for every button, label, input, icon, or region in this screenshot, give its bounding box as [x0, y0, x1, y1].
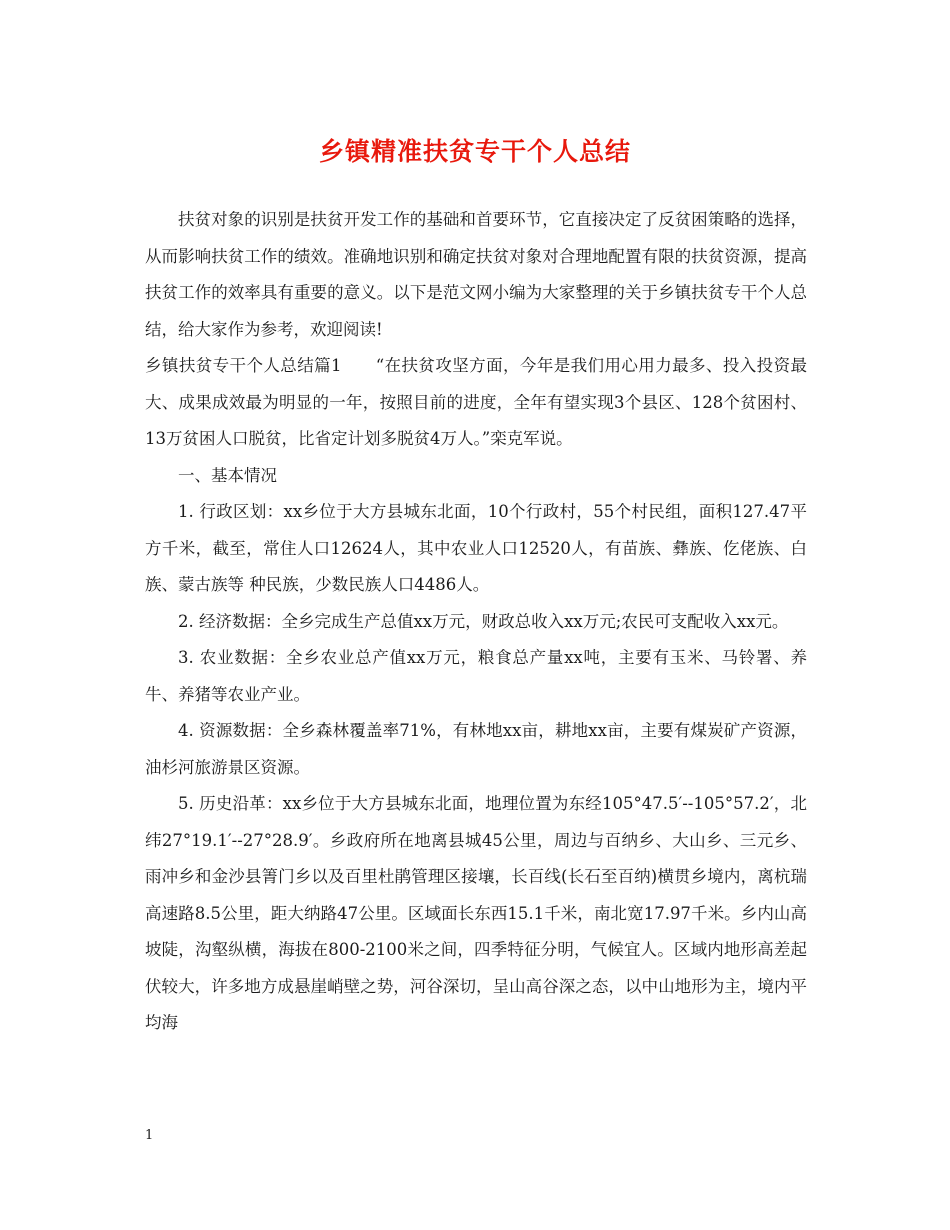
- item-administrative: 1. 行政区划：xx乡位于大方县城东北面，10个行政村，55个村民组，面积127.47平方千米，截至，常住人口12624人，其中农业人口12520人，有苗族、彝族、仡佬族、白族、蒙古族等 种民族，少数民族人口4486人。: [145, 502, 807, 594]
- item-agriculture: 3. 农业数据：全乡农业总产值xx万元，粮食总产量xx吨，主要有玉米、马铃署、养牛、养猪等农业产业。: [145, 648, 807, 704]
- page-number: 1: [145, 1128, 154, 1143]
- document-body: [145, 202, 807, 1042]
- item-resources: 4. 资源数据：全乡森林覆盖率71%，有林地xx亩，耕地xx亩，主要有煤炭矿产资源，油杉河旅游景区资源。: [145, 721, 807, 777]
- item-economic: 2. 经济数据：全乡完成生产总值xx万元，财政总收入xx万元;农民可支配收入xx元。: [178, 611, 789, 631]
- item-history: 5. 历史沿革：xx乡位于大方县城东北面，地理位置为东经105°47.5′--105°57.2′，北纬27°19.1′--27°28.9′。乡政府所在地离县城45公里，周边与百纳乡、大山乡、三元乡、雨冲乡和金沙县箐门乡以及百里杜鹃管理区接壤，长百线(长石至百纳)横贯乡境内，离杭瑞高速路8.5公里，距大纳路47公里。区域面长东西15.1千米，南北宽17.97千米。乡内山高坡陡，沟壑纵横，海拔在800-2100米之间，四季特征分明，气候宜人。区域内地形高差起伏较大，许多地方成悬崖峭壁之势，河谷深切，呈山高谷深之态，以中山地形为主，境内平均海: [145, 794, 807, 1032]
- section-heading: 一、基本情况: [178, 465, 277, 485]
- intro-paragraph: 扶贫对象的识别是扶贫开发工作的基础和首要环节，它直接决定了反贫困策略的选择，从而影响扶贫工作的绩效。准确地识别和确定扶贫对象对合理地配置有限的扶贫资源，提高扶贫工作的效率具有重要的意义。以下是范文网小编为大家整理的关于乡镇扶贫专干个人总结，给大家作为参考，欢迎阅读!: [145, 210, 807, 339]
- document-title: 乡镇精准扶贫专干个人总结: [318, 137, 631, 166]
- article-paragraph: 乡镇扶贫专干个人总结篇1 “在扶贫攻坚方面，今年是我们用心用力最多、投入投资最大、成果成效最为明显的一年，按照目前的进度，全年有望实现3个县区、128个贫困村、13万贫困人口脱贫，比省定计划多脱贫4万人。”栾克军说。: [145, 356, 807, 448]
